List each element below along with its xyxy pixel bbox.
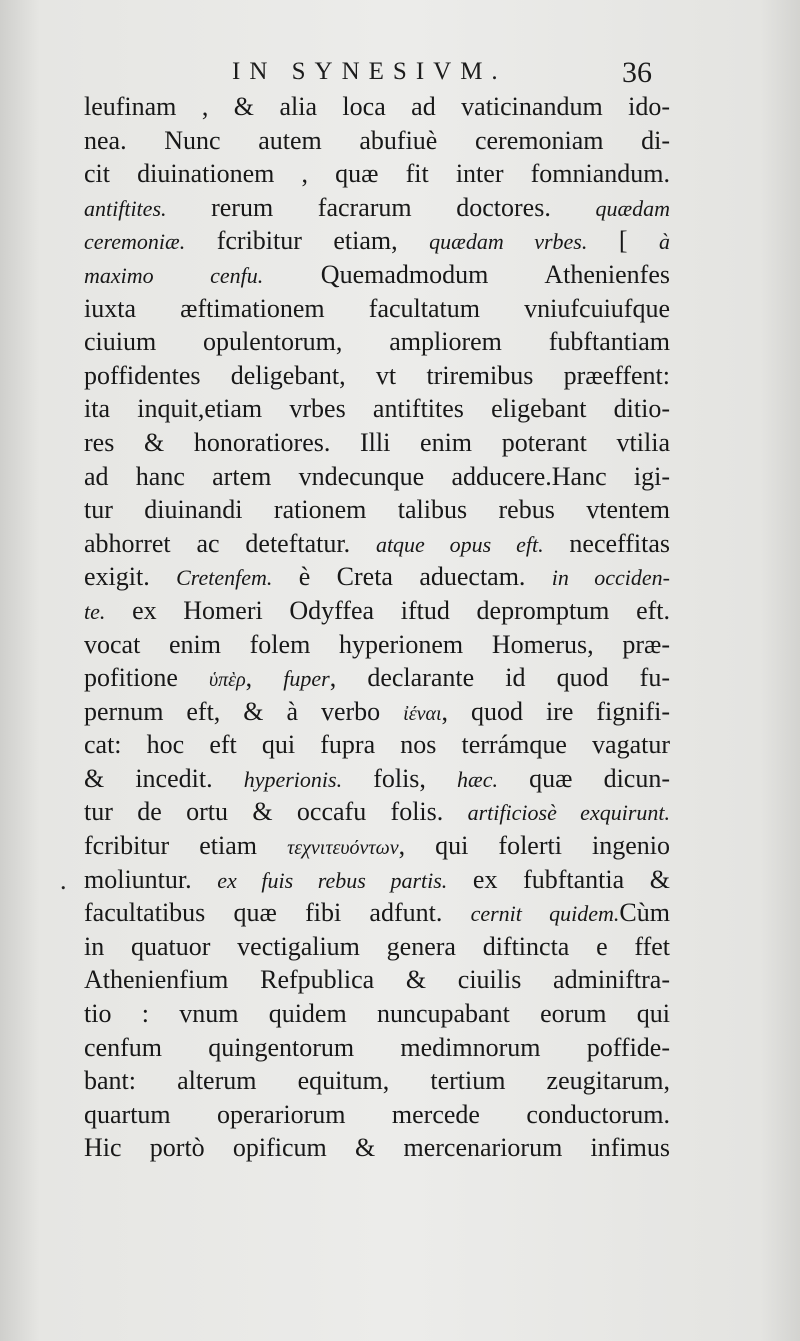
text-segment: leufinam , & alia loca ad vaticinandum ido- [84,92,670,121]
text-segment: nea. Nunc autem abufiuè ceremoniam di- [84,125,670,155]
text-segment: , qui folerti ingenio [398,831,670,861]
text-segment: neceffitas [543,528,670,558]
text-segment: Quemadmodum Athenienfes [263,259,670,289]
text-segment: iuxta æftimationem facultatum vniufcuiufque [84,293,670,323]
text-line [84,963,670,997]
italic-lemma: cernit quidem. [470,901,620,927]
text-segment: fcribitur etiam, [185,226,430,256]
text-line [84,863,670,897]
greek-word: τεχνιτευόντων [287,837,399,860]
text-segment: ex fubftantia & [447,864,670,894]
text-line [84,628,670,662]
text-segment: cit diuinationem , quæ fit inter fomniandum. [84,159,670,189]
text-line [84,560,670,594]
italic-lemma: antiftites. [84,195,167,221]
text-line [84,258,670,292]
italic-lemma: te. [84,598,106,624]
text-segment: tur diuinandi rationem talibus rebus vtentem [84,495,670,525]
text-segment: [ [587,226,660,256]
italic-lemma: fuper [283,666,330,692]
greek-word: ὑπὲρ [208,669,246,692]
text-line [84,124,670,158]
text-segment: in quatuor vectigalium genera diftincta e ffet [84,931,670,961]
text-segment: Cùm [619,898,670,928]
text-line [84,191,670,225]
text-line [84,997,670,1031]
italic-lemma: ex fuis rebus partis. [217,867,448,893]
text-segment: ita inquit,etiam vrbes antiftites eligebant ditio- [84,394,670,424]
text-segment: è Creta aduectam. [272,562,552,592]
text-line [84,359,670,393]
italic-lemma: atque opus eft. [375,531,544,557]
text-segment: res & honoratiores. Illi enim poterant vtilia [84,427,670,457]
page-number: 36 [622,56,652,89]
text-segment: pernum eft, & à verbo [84,696,404,726]
text-line [84,594,670,628]
page-header [0,58,800,92]
italic-lemma: quædam vrbes. [429,229,588,255]
text-segment: vocat enim folem hyperionem Homerus, præ- [84,629,670,659]
text-segment: pofitione [84,663,209,693]
text-segment: bant: alterum equitum, tertium zeugitarum, [84,1066,670,1096]
italic-lemma: maximo cenfu. [84,262,264,288]
text-line [84,90,670,124]
text-segment: , quod ire fignifi- [441,696,670,726]
italic-lemma: in occiden- [551,565,670,591]
text-line [84,493,670,527]
text-segment: cenfum quingentorum medimnorum poffide- [84,1032,670,1062]
text-segment: & incedit. [84,763,244,793]
text-segment: exigit. [84,562,177,592]
greek-word: ἰέναι [403,702,442,725]
text-line [84,392,670,426]
text-segment: fcribitur etiam [84,831,288,861]
text-line [84,292,670,326]
italic-lemma: artificiosè exquirunt. [467,800,670,826]
text-line [84,224,670,258]
text-segment: , [245,663,284,693]
running-head: IN SYNESIVM. [232,58,507,85]
italic-lemma: quædam [595,195,670,221]
text-line [84,1031,670,1065]
text-line [84,1098,670,1132]
text-segment: rerum facrarum doctores. [166,192,596,222]
italic-lemma: hyperionis. [243,766,343,792]
italic-lemma: ceremoniæ. [84,229,186,255]
text-segment: quartum operariorum mercede conductorum. [84,1099,670,1129]
italic-lemma: hæc. [457,766,498,792]
text-line [84,426,670,460]
text-line [84,325,670,359]
text-line [84,460,670,494]
text-segment: cat: hoc eft qui fupra nos terrámque vagatur [84,730,670,760]
text-line [84,896,670,930]
text-line [84,695,670,729]
text-segment: quæ dicun- [498,763,670,793]
text-line [84,930,670,964]
text-segment: abhorret ac deteftatur. [84,528,376,558]
text-line [84,157,670,191]
text-segment: ciuium opulentorum, ampliorem fubftantiam [84,327,670,357]
text-segment: Athenienfium Refpublica & ciuilis adminiftra- [84,965,670,995]
text-segment: folis, [342,763,458,793]
text-segment: poffidentes deligebant, vt triremibus præeffent: [84,360,670,390]
text-line [84,795,670,829]
text-line [84,829,670,863]
text-segment: moliuntur. [84,864,218,894]
text-line [84,1064,670,1098]
text-segment: Hic portò opificum & mercenariorum infimus [84,1133,670,1163]
margin-dot: . [60,866,67,895]
text-line [84,661,670,695]
text-line [84,762,670,796]
text-line [84,1131,670,1165]
text-segment: ex Homeri Odyffea iftud depromptum eft. [105,595,670,625]
text-line [84,527,670,561]
commentary-text [84,90,670,1165]
text-line [84,728,670,762]
text-segment: ad hanc artem vndecunque adducere.Hanc igi- [84,461,670,491]
text-segment: facultatibus quæ fibi adfunt. [84,898,471,928]
text-segment: tio : vnum quidem nuncupabant eorum qui [84,999,670,1029]
italic-lemma: Cretenfem. [176,565,273,591]
text-segment: tur de ortu & occafu folis. [84,797,468,827]
text-segment: , declarante id quod fu- [329,663,670,693]
italic-lemma: à [659,229,670,255]
